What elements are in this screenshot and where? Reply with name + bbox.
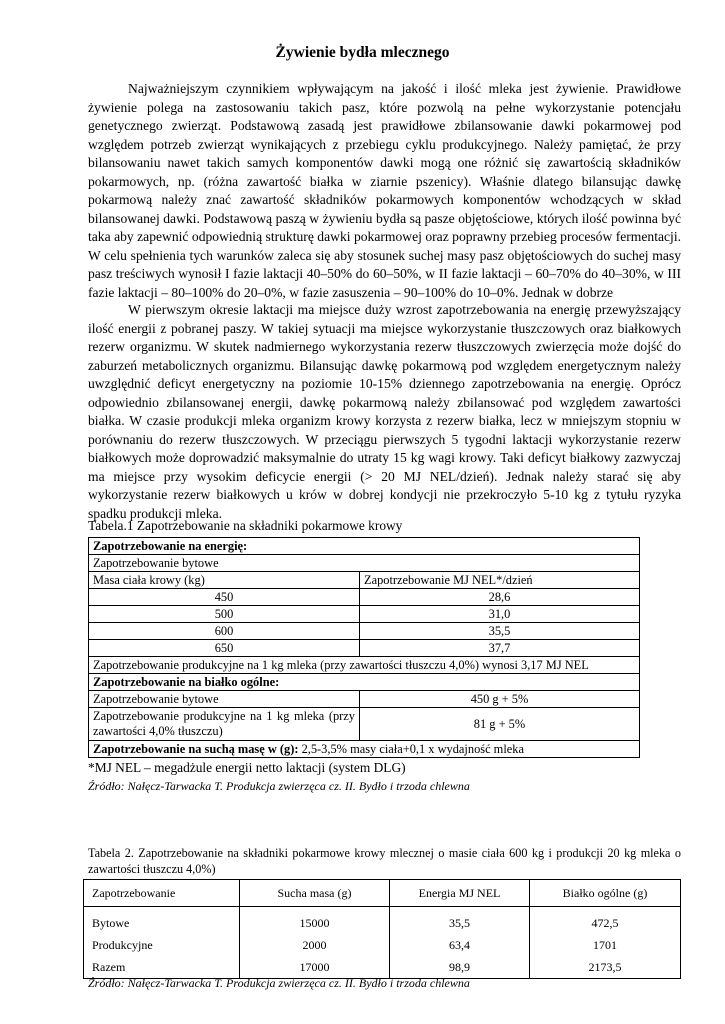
- table-row: [89, 657, 640, 674]
- requirements-600kg-table: [83, 879, 681, 979]
- table1-caption: Tabela.1 Zapotrzebowanie na składniki pokarmowe krowy: [88, 518, 403, 533]
- protein-maintenance-label: Zapotrzebowanie bytowe: [89, 691, 360, 708]
- mass-cell: 450: [89, 589, 360, 606]
- table-cell: Bytowe: [84, 907, 240, 935]
- table-row: [84, 907, 681, 935]
- nel-cell: 28,6: [360, 589, 640, 606]
- table-cell: 15000: [240, 907, 390, 935]
- dry-matter-value: 2,5-3,5% masy ciała+0,1 x wydajność mleka: [298, 741, 524, 756]
- table-row: [89, 674, 640, 691]
- table-cell: 2000: [240, 934, 390, 956]
- maintenance-label: Zapotrzebowanie bytowe: [89, 555, 640, 572]
- table-row: [89, 708, 640, 741]
- protein-production-label: Zapotrzebowanie produkcyjne na 1 kg mleka (przy zawartości 4,0% tłuszczu): [89, 708, 360, 741]
- mass-cell: 600: [89, 623, 360, 640]
- source-note-2: Źródło: Nałęcz-Tarwacka T. Produkcja zwierzęca cz. II. Bydło i trzoda chlewna: [88, 976, 470, 990]
- nutrient-requirements-table: [88, 537, 640, 758]
- footnote: *MJ NEL – megadżule energii netto laktacji (system DLG): [88, 760, 406, 775]
- table-row: [89, 691, 640, 708]
- page-title: Żywienie bydła mlecznego: [275, 44, 450, 61]
- column-header-mass: Masa ciała krowy (kg): [89, 572, 360, 589]
- dry-matter-label: Zapotrzebowanie na suchą masę w (g):: [93, 741, 299, 756]
- column-header: Sucha masa (g): [240, 880, 390, 907]
- mass-cell: 650: [89, 640, 360, 657]
- table-row: [89, 640, 640, 657]
- production-energy-note: Zapotrzebowanie produkcyjne na 1 kg mleka (przy zawartości tłuszczu 4,0%) wynosi 3,17 MJ NEL: [89, 657, 640, 674]
- table-cell: 98,9: [390, 956, 530, 979]
- energy-header: Zapotrzebowanie na energię:: [89, 538, 640, 555]
- paragraph-1: Najważniejszym czynnikiem wpływającym na jakość i ilość mleka jest żywienie. Prawidłowe żywienie polega na zastosowaniu takich pasz, które pozwolą na pełne wykorzystanie potencjału genetycznego zwierząt. Podstawową zasadą jest prawidłowe zbilansowanie dawki pokarmowej pod względem potrzeb zwierząt wynikających z przebiegu cyklu produkcyjnego. Należy pamiętać, że przy bilansowaniu nawet takich samych komponentów dawki mogą one różnić się zawartością składników pokarmowych, np. (różna zawartość białka w ziarnie pszenicy). Właśnie dlatego bilansując dawkę pokarmową należy znać zawartość składników pokarmowych komponentów wchodzących w skład bilansowanej dawki. Podstawową paszą w żywieniu bydła są pasze objętościowe, których ilość powinna być taka aby zapewnić odpowiednią strukturę dawki pokarmowej oraz poprawny przebieg procesów fermentacji. W celu spełnienia tych warunków zaleca się aby stosunek suchej masy pasz objętościowych do suchej masy pasz treściwych wynosił I fazie laktacji 40–50% do 60–50%, w II fazie laktacji – 60–70% do 40–30%, w III fazie laktacji – 80–100% do 20–0%, w fazie zasuszenia – 90–100% do 10–0%. Jednak w dobrze: [88, 81, 681, 300]
- paragraph-2: W pierwszym okresie laktacji ma miejsce duży wzrost zapotrzebowania na energię przewyższający ilość energii z pobranej paszy. W takiej sytuacji ma miejsce wykorzystanie tłuszczowych oraz białkowych rezerw organizmu. W skutek nadmiernego wykorzystania rezerw tłuszczowych zwierzęcia może dojść do zaburzeń metabolicznych organizmu. Bilansując dawkę pokarmową pod względem energetycznym należy uwzględnić deficyt energetyczny na poziomie 10-15% dziennego zapotrzebowania na energię. Oprócz odpowiednio zbilansowanej energii, dawkę pokarmową należy zbilansować pod względem zawartości białka. W czasie produkcji mleka organizm krowy korzysta z rezerw białka, lecz w mniejszym stopniu w porównaniu do rezerw tłuszczowych. W przeciągu pierwszych 5 tygodni laktacji wykorzystanie rezerw białkowych może doprowadzić maksymalnie do utraty 15 kg wagi krowy. Taki deficyt białkowy zazwyczaj ma miejsce przy wysokim deficycie energii (> 20 MJ NEL/dzień). Jednak należy starać się aby wykorzystanie rezerw białkowych u krów w dobrej kondycji nie przekroczyło 5-10 kg z tytułu ryzyka spadku produkcji mleka.: [88, 302, 681, 521]
- table-row: [84, 934, 681, 956]
- table-row: [89, 572, 640, 589]
- table-cell: Razem: [84, 956, 240, 979]
- column-header-nel: Zapotrzebowanie MJ NEL*/dzień: [360, 572, 640, 589]
- table-cell: 17000: [240, 956, 390, 979]
- protein-header: Zapotrzebowanie na białko ogólne:: [89, 674, 640, 691]
- column-header: Białko ogólne (g): [530, 880, 681, 907]
- column-header: Zapotrzebowanie: [84, 880, 240, 907]
- source-note-1: Źródło: Nałęcz-Tarwacka T. Produkcja zwierzęca cz. II. Bydło i trzoda chlewna: [88, 779, 470, 793]
- table-cell: 1701: [530, 934, 681, 956]
- table-cell: 63,4: [390, 934, 530, 956]
- table-cell: 35,5: [390, 907, 530, 935]
- nel-cell: 35,5: [360, 623, 640, 640]
- table-cell: 472,5: [530, 907, 681, 935]
- table2-caption: Tabela 2. Zapotrzebowanie na składniki pokarmowe krowy mlecznej o masie ciała 600 kg i produkcji 20 kg mleka o zawartości tłuszczu 4,0%): [88, 846, 681, 876]
- table-row: [89, 555, 640, 572]
- table-row: [89, 623, 640, 640]
- dry-matter-row: [89, 741, 640, 758]
- nel-cell: 31,0: [360, 606, 640, 623]
- column-header: Energia MJ NEL: [390, 880, 530, 907]
- nel-cell: 37,7: [360, 640, 640, 657]
- table-row: [89, 741, 640, 758]
- table-header-row: [84, 880, 681, 907]
- table-cell: 2173,5: [530, 956, 681, 979]
- protein-production-value: 81 g + 5%: [360, 708, 640, 741]
- table-row: [89, 538, 640, 555]
- protein-maintenance-value: 450 g + 5%: [360, 691, 640, 708]
- mass-cell: 500: [89, 606, 360, 623]
- table-row: [89, 606, 640, 623]
- table-cell: Produkcyjne: [84, 934, 240, 956]
- table-row: [89, 589, 640, 606]
